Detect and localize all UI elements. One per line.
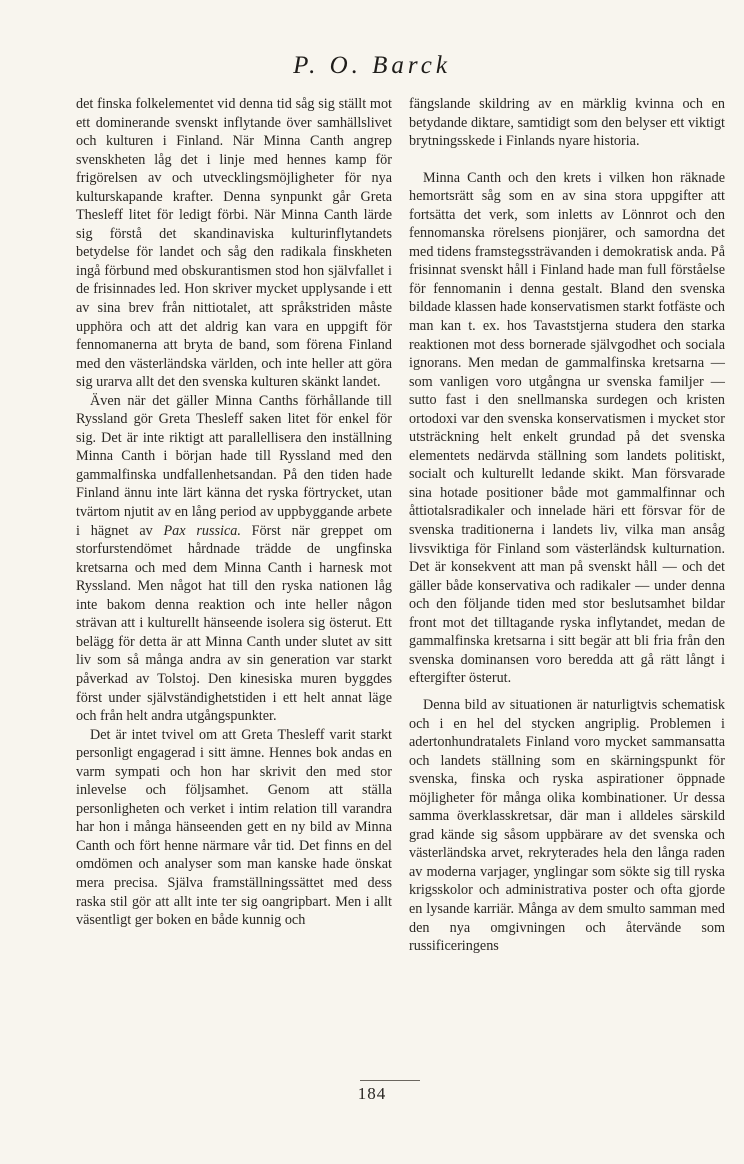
running-head-author: P. O. Barck	[293, 52, 451, 79]
paragraph: Det är intet tvivel om att Greta Thesleff varit starkt personligt engagerad i sitt ämne. Hennes bok andas en varm sympati och hon har skrivit den med stor inlevelse och följsamhet. Genom att ställa personligheten och verket i intim relation till varandra har hon i många hänseenden gett en ny bild av Minna Canth och fört henne närmare vår tid. Det finns en del omdömen och analyser som man kanske hade önskat mera precisa. Själva framställningssättet med dess raska stil gör att allt inte ter sig oangripbart. Men i allt väsentligt ger boken en både kunnig och	[76, 726, 392, 929]
paragraph: Denna bild av situationen är naturligtvis schematisk och i en hel del stycken angriplig. Problemen i adertonhundratalets Finland voro mycket sammansatta och landets ställning som en skärningspunkt för svenska, finska och ryska aspirationer öppnade möjligheter för många olika kombinationer. Ur dessa samma överklasskretsar, där man i alldeles särskild grad kände sig såsom uppbärare av det svenska och västerländska arvet, rekryterades hela den långa raden av moderna varjager, ynglingar som sökte sig till ryska krigsskolor och administrativa poster och ofta gjorde en lysande karriär. Många av dem smulto samman med den nya omgivningen och återvände som russificeringens	[409, 696, 725, 955]
right-column	[409, 95, 725, 956]
paragraph: det finska folkelementet vid denna tid såg sig ställt mot ett dominerande svenskt inflytande över samhällslivet och kulturen i Finland. När Minna Canth angrep svenskheten låg det i linje med hennes kamp för frigörelsen av och utvecklingsmöjligheter för nya kulturskapande krafter. Denna synpunkt går Greta Thesleff litet för ledigt förbi. När Minna Canth lärde sig förstå det skandinaviska kulturinflytandets betydelse för landet och såg den radikala finskheten ingå förbund med obskurantismen stod hon självfallet i de frisinnades led. Hon skriver mycket upplysande i ett av sina brev från nittiotalet, att språkstriden måste upphöra och att det aldrig kan vara en uppgift för fennomanerna att bryta de band, som förena Finland med den västerländska världen, och inte heller att göra sig urarva allt det den svenska kulturen skänkt landet.	[76, 96, 392, 391]
paragraph	[76, 392, 392, 726]
italic-phrase: Pax russica.	[163, 522, 241, 539]
footer-rule	[360, 1080, 420, 1081]
paragraph: Minna Canth och den krets i vilken hon räknade hemortsrätt såg som en av sina stora uppgifter att fortsätta det verk, som inletts av Lönnrot och den fennomanska rörelsens pionjärer, och samordna det med tidens framstegssträvanden i demokratisk anda. På frisinnat svenskt håll i Finland hade man full förståelse för fennomanin i denna gestalt. Bland den svenska bildade klassen hade konservatismen starkt fotfäste och man kan t. ex. hos Tavaststjerna studera den starka reaktionen mot dess bornerade självgodhet och sociala ignorans. Men medan de gammalfinska kretsarna — som vanligen voro utgångna ur svenska familjer — sutto fast i den snellmanska surdegen och kristen ortodoxi var den svenska konservatismen i mycket stor utsträckning helt enkelt grundad på det svenska elementets nedärvda ställning som landets politiskt, socialt och kulturellt ledande skikt. Man försvarade sina hotade positioner både mot gammalfinnar och åttiotalsradikaler och innelade häri ett försvar för de svenska traditionerna i landets liv, vilka man ansåg livsviktiga för Finland som västerländsk kulturnation. Det är konsekvent att man på svenskt håll — och det gäller både konservativa och radikaler — under denna och den följande tiden med stor beslutsamhet bildar front mot det tilltagande ryska inflytandet, medan de gammalfinska kretsarna i sitt begär att bli fria från den svenska dominansen voro beredda att gå rätt långt i eftergifter österut.	[409, 169, 725, 687]
paragraph-text: Även när det gäller Minna Canths förhållande till Ryssland gör Greta Thesleff saken litet för enkel för sig. Det är inte riktigt att parallellisera den inställning Minna Canth i början hade till Ryssland med den gammalfinska undfallenhetsandan. På den tiden hade Finland ännu inte lärt känna det ryska förtrycket, utan tvärtom njutit av en lång period av uppbyggande arbete i hägnet av	[76, 392, 392, 539]
left-column	[76, 95, 392, 930]
paragraph-text: Först när greppet om storfurstendömet hårdnade trädde de ungfinska kretsarna och med dem Minna Canth i harnesk mot Ryssland. Men något hat till den ryska nationen låg inte bakom denna reaktion och inte heller någon strävan att i kulturellt hänseende isolera sig österut. Ett belägg för detta är att Minna Canth under slutet av sitt liv som så många andra av sin generation var starkt påverkad av Tolstoj. Den kinesiska muren byggdes först under självständighetstiden i ett helt annat läge och från helt andra utgångspunkter.	[76, 522, 392, 725]
paragraph: fängslande skildring av en märklig kvinna och en betydande diktare, samtidigt som den belyser ett viktigt brytningsskede i Finlands nyare historia.	[409, 96, 725, 150]
page-number: 184	[357, 1084, 387, 1103]
